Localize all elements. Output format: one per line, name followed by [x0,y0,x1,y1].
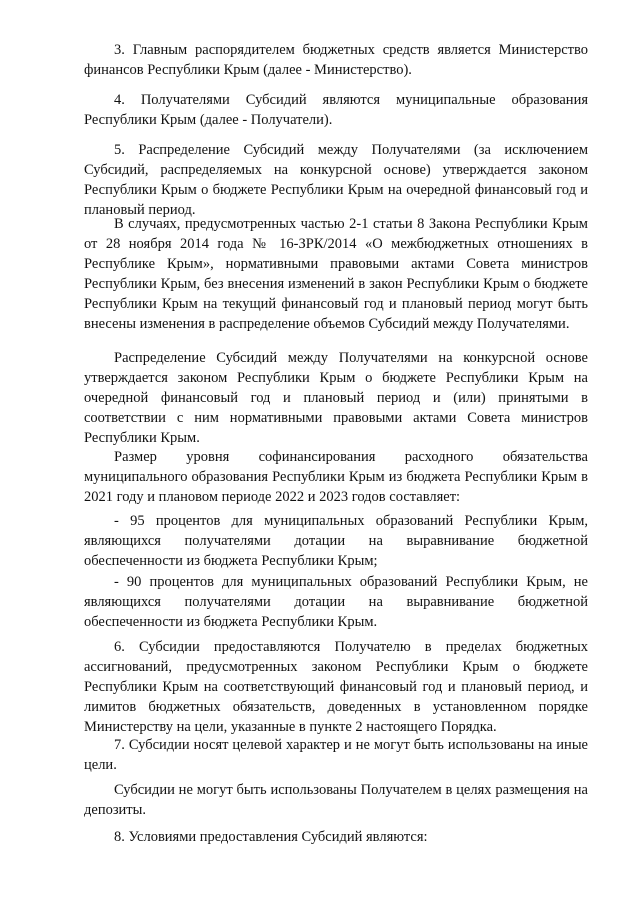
list-item-90-percent: - 90 процентов для муниципальных образований Республики Крым, не являющихся получателями дотации на выравнивание бюджетной обеспеченности из бюджета Республики Крым. [84,574,588,630]
paragraph-cases: В случаях, предусмотренных частью 2-1 статьи 8 Закона Республики Крым от 28 ноября 2014 года № 16-ЗРК/2014 «О межбюджетных отношениях в Республике Крым», нормативными правовыми актами Совета министров Республики Крым, без внесения изменений в закон Республики Крым о бюджете Республики Крым на текущий финансовый год и плановый период могут быть внесены изменения в распределение объемов Субсидий между Получателями. [84,216,588,332]
paragraph-item-6: 6. Субсидии предоставляются Получателю в пределах бюджетных ассигнований, предусмотренных законом Республики Крым о бюджете Республики Крым на соответствующий финансовый год и плановый период, и лимитов бюджетных обязательств, доведенных в установленном порядке Министерству на цели, указанные в пункте 2 настоящего Порядка. [84,639,588,735]
paragraph-cofinancing-level: Размер уровня софинансирования расходного обязательства муниципального образования Республики Крым из бюджета Республики Крым в 2021 году и плановом периоде 2022 и 2023 годов составляет: [84,449,588,505]
paragraph-item-8: 8. Условиями предоставления Субсидий являются: [114,829,428,845]
paragraph-item-4: 4. Получателями Субсидий являются муниципальные образования Республики Крым (далее - Получатели). [84,92,588,128]
paragraph-deposits: Субсидии не могут быть использованы Получателем в целях размещения на депозиты. [84,782,588,818]
paragraph-item-3: 3. Главным распорядителем бюджетных средств является Министерство финансов Республики Крым (далее - Министерство). [84,42,588,78]
paragraph-competitive-distribution: Распределение Субсидий между Получателями на конкурсной основе утверждается законом Республики Крым о бюджете Республики Крым на очередной финансовый год и плановый период и (или) принятыми в соответствии с ним нормативными правовыми актами Совета министров Республики Крым. [84,350,588,446]
paragraph-item-7: 7. Субсидии носят целевой характер и не могут быть использованы на иные цели. [84,737,588,773]
list-item-95-percent: - 95 процентов для муниципальных образований Республики Крым, являющихся получателями дотации на выравнивание бюджетной обеспеченности из бюджета Республики Крым; [84,513,588,569]
paragraph-item-5: 5. Распределение Субсидий между Получателями (за исключением Субсидий, распределяемых на конкурсной основе) утверждается законом Республики Крым о бюджете Республики Крым на очередной финансовый год и плановый период. [84,142,588,218]
